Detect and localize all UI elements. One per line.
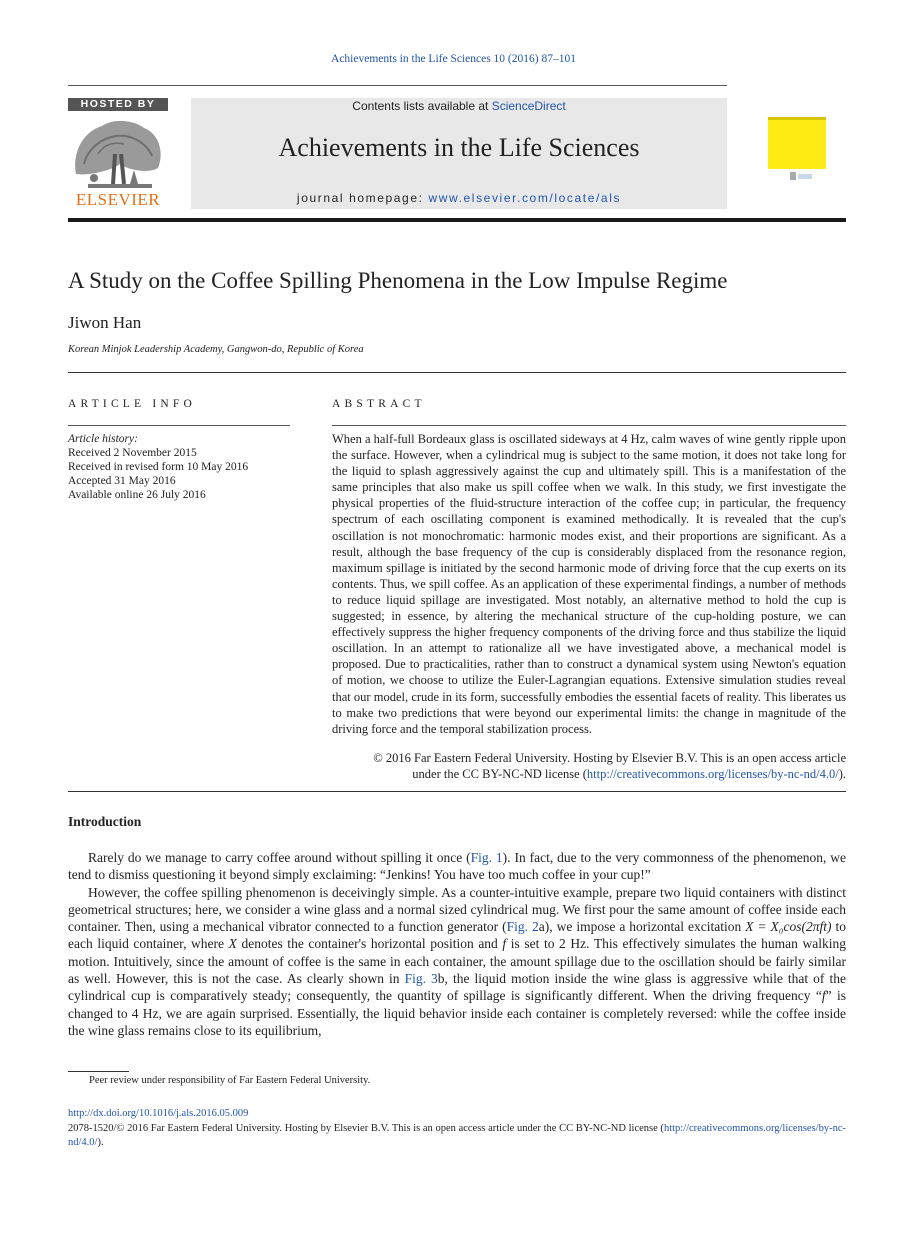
text-run: However, the coffee spilling phenomenon is deceivingly simple. As a counter-intuitive example, prepare two liquid containers with distinct geometrical structures; here, we consider a wine glass and a normal sized cylindrical mug. We first pour the same amount of coffee inside each container. Then, using a mechanical vibrator connected to a function generator ( bbox=[68, 884, 846, 935]
history-received: Received 2 November 2015 bbox=[68, 447, 197, 459]
journal-title: Achievements in the Life Sciences bbox=[278, 133, 640, 162]
variable-x: X bbox=[228, 936, 237, 952]
abstract-heading: ABSTRACT bbox=[332, 398, 426, 410]
sciencedirect-link[interactable]: ScienceDirect bbox=[491, 99, 566, 113]
copyright-suffix: ). bbox=[838, 767, 846, 782]
text-run: is set to 2 Hz. This effectively simulates the human walking motion. Intuitively, since the amount of coffee is the same in each container, the amount spillage due to the oscillation should be fairly similar as well. However, this is not the case. As clearly shown in bbox=[68, 936, 846, 987]
journal-citation[interactable]: Achievements in the Life Sciences 10 (2016) 87–101 bbox=[331, 53, 576, 65]
history-accepted: Accepted 31 May 2016 bbox=[68, 475, 176, 487]
article-info-heading: ARTICLE INFO bbox=[68, 398, 196, 410]
homepage-link[interactable]: www.elsevier.com/locate/als bbox=[428, 191, 622, 205]
abstract-rule bbox=[332, 425, 846, 426]
introduction-body bbox=[68, 849, 846, 1039]
fig-1-link[interactable]: Fig. 1 bbox=[470, 850, 503, 865]
history-revised: Received in revised form 10 May 2016 bbox=[68, 461, 249, 473]
excitation-equation: X = X₀cos(2πft) bbox=[745, 919, 832, 935]
homepage-prefix: journal homepage: bbox=[296, 191, 429, 205]
history-online: Available online 26 July 2016 bbox=[68, 489, 206, 501]
journal-header-box bbox=[191, 98, 727, 209]
text-run: a), we impose a horizontal excitation bbox=[538, 919, 746, 935]
text-run: to each liquid container, where bbox=[68, 919, 846, 952]
header-rule-thick bbox=[68, 218, 846, 222]
cover-title-band bbox=[768, 117, 826, 120]
intro-paragraph-1 bbox=[68, 849, 846, 884]
doi-link[interactable]: http://dx.doi.org/10.1016/j.als.2016.05.009 bbox=[68, 1108, 249, 1119]
variable-f: f bbox=[502, 936, 507, 952]
journal-cover-thumbnail[interactable] bbox=[768, 95, 828, 205]
contents-availability bbox=[191, 99, 727, 113]
footnote-rule bbox=[68, 1071, 129, 1072]
license-note bbox=[68, 1122, 846, 1150]
copyright-prefix: under the CC BY-NC-ND license ( bbox=[412, 767, 587, 782]
text-run: ). In fact, due to the very commonness of the phenomenon, we tend to dismiss questioning it beyond simply exclaiming: “Jenkins! You have too much coffee in your cup!” bbox=[68, 850, 847, 883]
intro-paragraph-2 bbox=[68, 884, 846, 1040]
abstract-copyright bbox=[332, 750, 846, 782]
license-link[interactable]: http://creativecommons.org/licenses/by-nc-nd/4.0/ bbox=[68, 1123, 846, 1148]
history-label: Article history: bbox=[68, 433, 138, 445]
cover-top-margin bbox=[768, 95, 828, 117]
license-suffix: ). bbox=[97, 1137, 104, 1148]
article-title: A Study on the Coffee Spilling Phenomena in the Low Impulse Regime bbox=[68, 268, 728, 293]
license-text: 2078-1520/© 2016 Far Eastern Federal University. Hosting by Elsevier B.V. This is an open access article under the CC BY-NC-ND license ( bbox=[68, 1123, 664, 1134]
abstract-end-rule bbox=[68, 791, 846, 792]
introduction-heading: Introduction bbox=[68, 814, 142, 829]
copyright-line-2 bbox=[332, 766, 846, 782]
peer-review-note: Peer review under responsibility of Far Eastern Federal University. bbox=[89, 1075, 371, 1086]
text-run: denotes the container's horizontal position and bbox=[236, 936, 503, 952]
article-info-rule bbox=[68, 425, 290, 426]
elsevier-tree-icon bbox=[68, 114, 168, 192]
copyright-license-link[interactable]: http://creativecommons.org/licenses/by-nc-nd/4.0/ bbox=[586, 767, 839, 782]
text-run: ” is changed to 4 Hz, we are again surprised. Essentially, the liquid behavior inside each container is completely reversed: while the coffee inside the wine glass remains close to its equilibrium, bbox=[68, 988, 846, 1038]
journal-homepage bbox=[191, 191, 727, 205]
hosted-by-badge: HOSTED BY bbox=[68, 98, 168, 111]
header-rule-top bbox=[68, 85, 727, 86]
author-affiliation: Korean Minjok Leadership Academy, Gangwon-do, Republic of Korea bbox=[68, 344, 364, 355]
publisher-logo bbox=[68, 98, 168, 210]
cover-publisher-icon bbox=[768, 169, 826, 185]
contents-prefix: Contents lists available at bbox=[352, 99, 492, 113]
fig-2-link[interactable]: Fig. 2 bbox=[506, 919, 539, 935]
title-rule bbox=[68, 372, 846, 373]
text-run: Rarely do we manage to carry coffee around without spilling it once ( bbox=[88, 850, 471, 865]
fig-3-link[interactable]: Fig. 3 bbox=[404, 971, 438, 987]
elsevier-wordmark: ELSEVIER bbox=[75, 190, 161, 209]
abstract-text: When a half-full Bordeaux glass is oscillated sideways at 4 Hz, calm waves of wine gently ripple upon the surface. However, when a cylindrical mug is subject to the same motion, it does not take long for the liquid to splash aggressively against the cup and ultimately spill. This is a manifestation of the same principles that also make us spill coffee when we walk. In this study, we first investigate the physical properties of the fluid-structure interaction of the coffee cup; in particular, the frequency spectrum of each oscillating component is examined methodically. It is revealed that the cup's oscillation is not monochromatic: harmonic modes exist, and their proportions are significant. As a result, although the base frequency of the cup is considerably displaced from the resonance region, maximum spillage is initiated by the second harmonic mode of driving force that the cup exerts on its contents. Thus, we spill coffee. As an application of these experimental findings, a number of methods to reduce liquid spillage are investigated. Most notably, an alternative method to hold the cup is suggested; in essence, by altering the mechanical structure of the cup-holding posture, we can effectively suppress the higher frequency components of the driving force and thus stabilize the liquid oscillation. In an attempt to rationalize all we have investigated above, a mechanical model is proposed. Due to practicalities, rather than to construct a dynamical system using Newton's equation of motion, we choose to utilize the Euler-Lagrangian equations. Extensive simulation studies reveal that our model, crude in its form, successfully embodies the essential facets of reality. This liberates us to make two predictions that were beyond our experimental limits: the change in magnitude of the driving force and the temporal stabilization process. bbox=[332, 432, 846, 736]
copyright-line-1: © 2016 Far Eastern Federal University. Hosting by Elsevier B.V. This is an open access article bbox=[373, 751, 846, 765]
cover-image bbox=[768, 117, 826, 169]
author-name: Jiwon Han bbox=[68, 313, 142, 332]
text-run: b, the liquid motion inside the wine glass is aggressive while that of the cylindrical cup is comparatively steady; consequently, the quantity of spillage is significantly different. When the driving frequency “ bbox=[68, 971, 846, 1004]
variable-f-quoted: f bbox=[821, 988, 826, 1004]
article-history bbox=[68, 432, 290, 502]
